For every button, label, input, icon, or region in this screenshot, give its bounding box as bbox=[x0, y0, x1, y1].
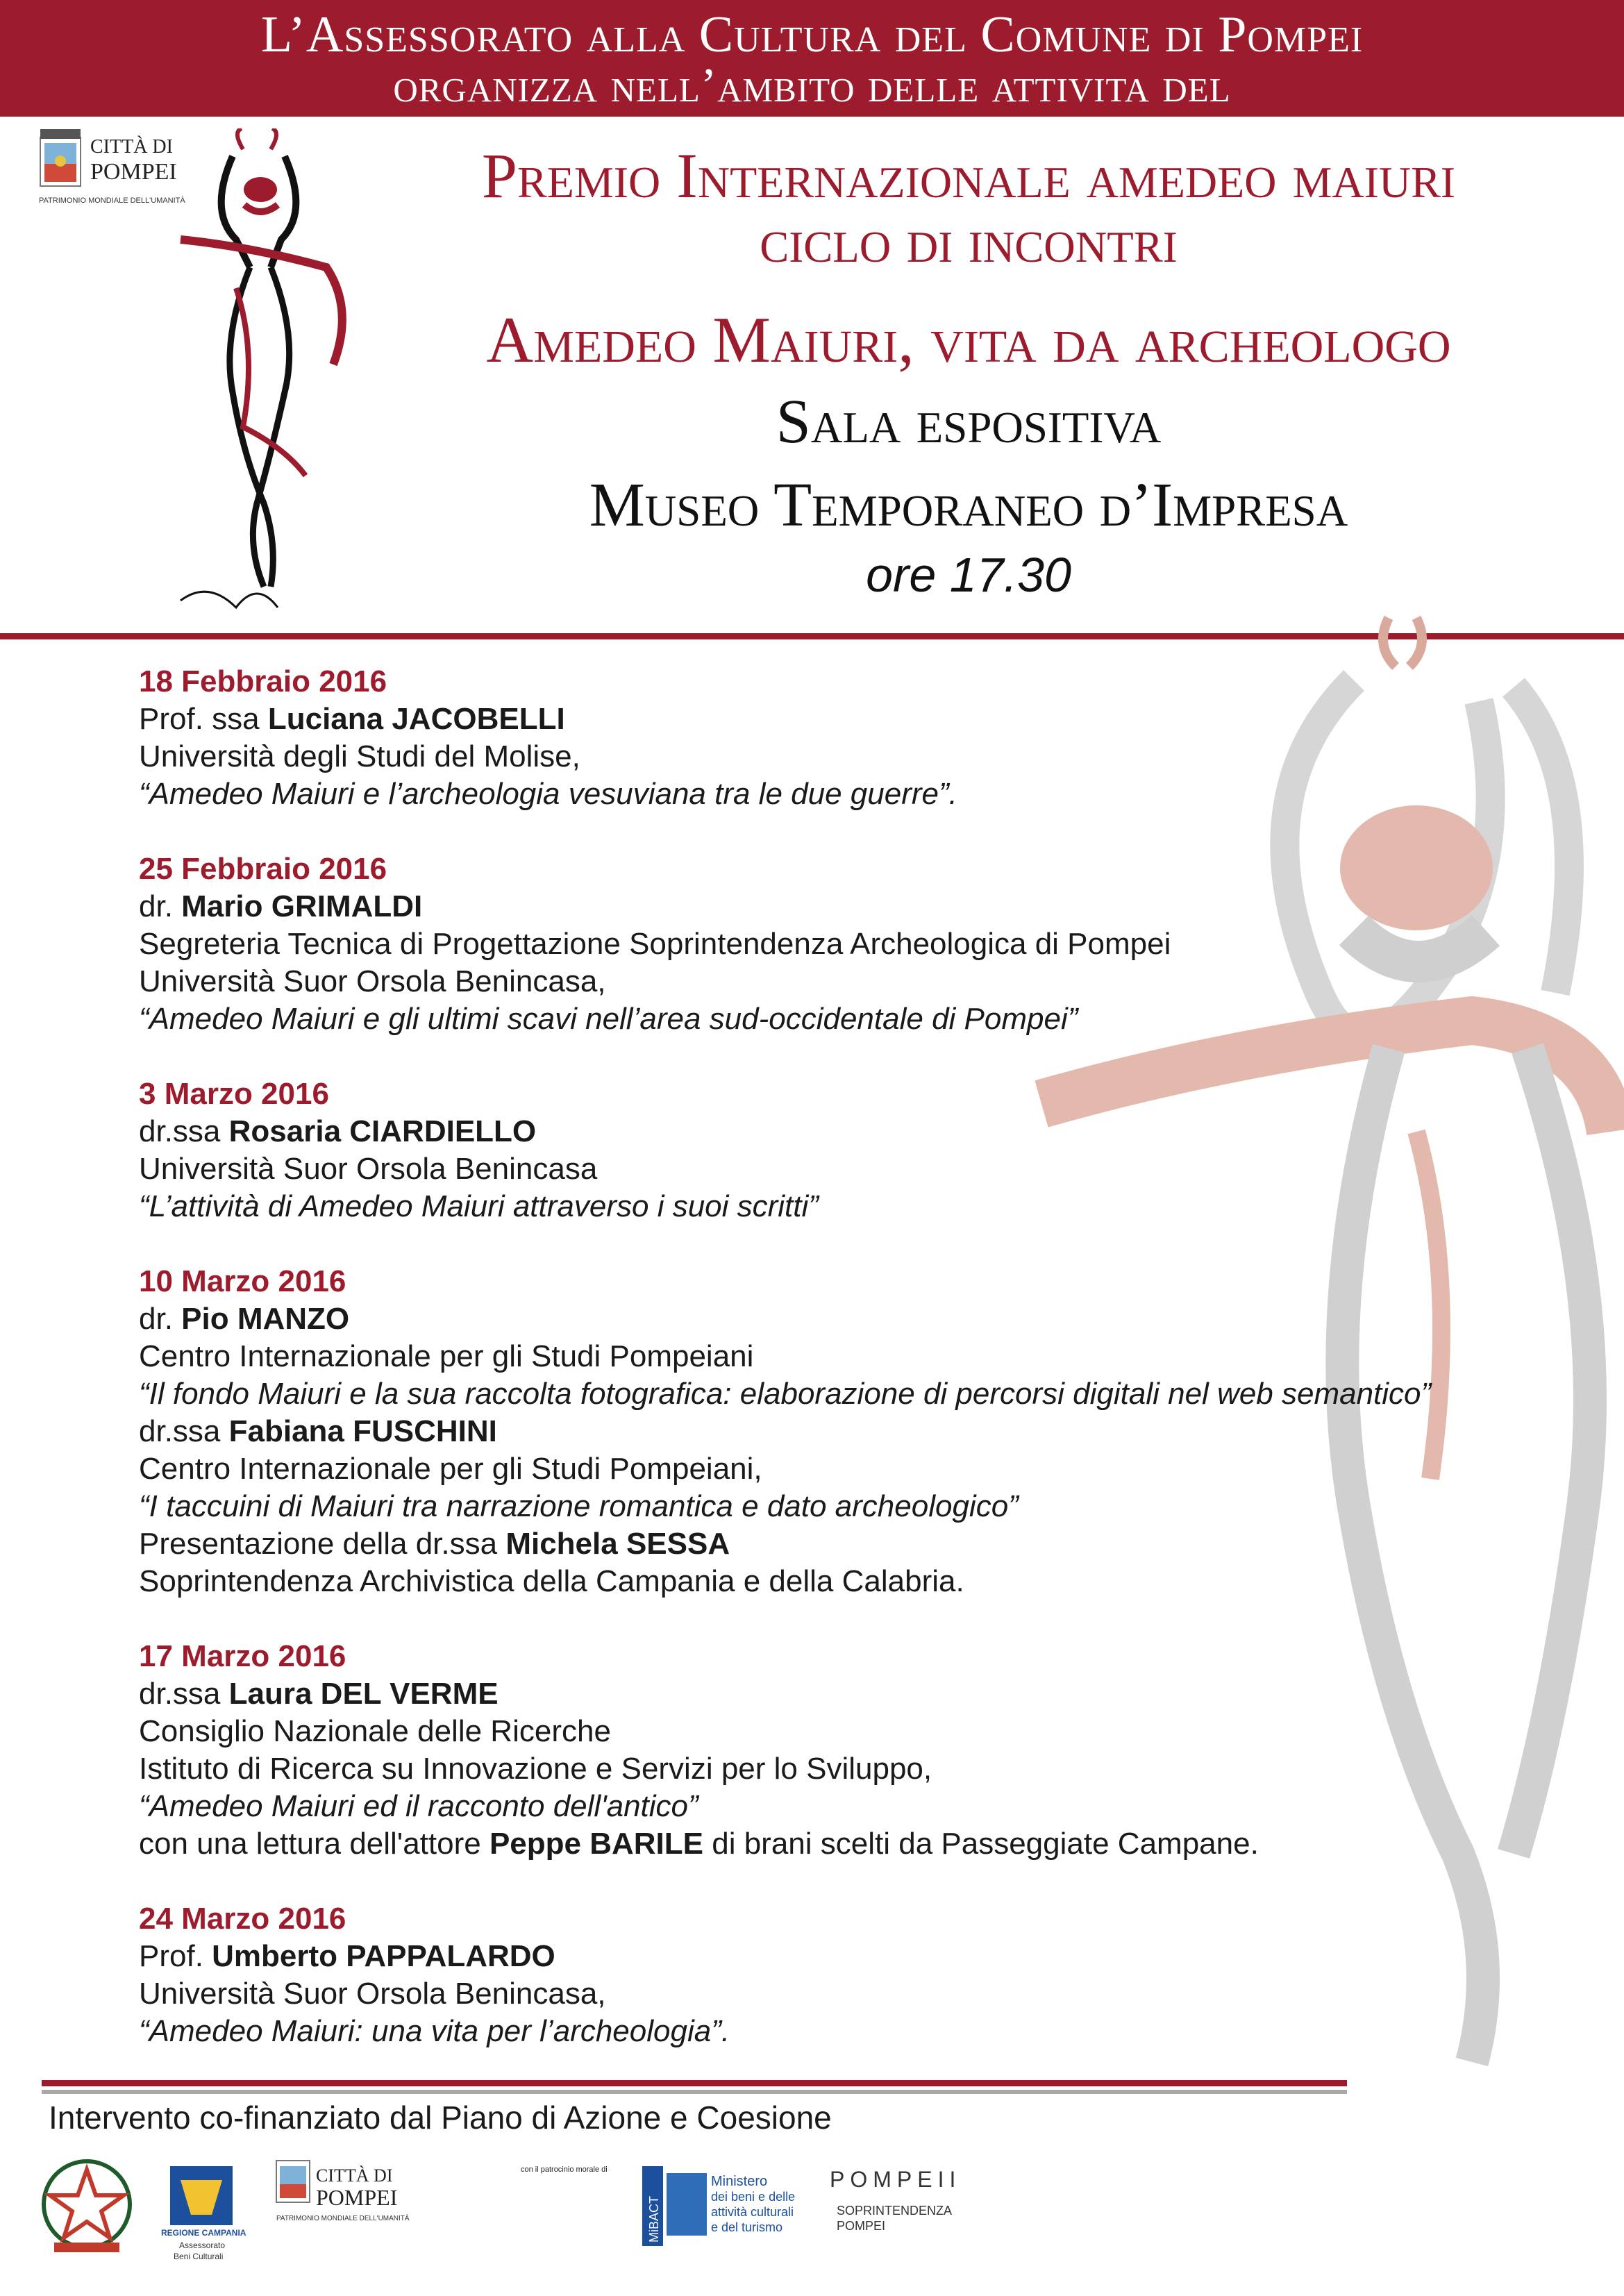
event-speaker bbox=[139, 888, 1493, 925]
ministero-line-4: e del turismo bbox=[711, 2220, 783, 2234]
theme-title: Amedeo Maiuri, vita da archeologo bbox=[486, 304, 1451, 376]
italian-republic-emblem-icon bbox=[44, 2161, 130, 2252]
event-item bbox=[139, 1638, 1493, 1863]
event-speaker bbox=[139, 1300, 1493, 1338]
event-talk-title: “Amedeo Maiuri e gli ultimi scavi nell’area sud-occidentale di Pompei” bbox=[139, 1002, 1078, 1036]
event-affiliation-2: Istituto di Ricerca su Innovazione e Servizi per lo Sviluppo, bbox=[139, 1752, 932, 1786]
event-time: ore 17.30 bbox=[866, 548, 1071, 602]
footer-city-name-top: CITTÀ DI bbox=[316, 2165, 393, 2186]
logo-city-subtitle: PATRIMONIO MONDIALE DELL'UMANITÀ bbox=[39, 196, 185, 205]
event-presentation bbox=[139, 1525, 1493, 1563]
logo-city-name-bottom: POMPEI bbox=[90, 159, 177, 185]
event-talk-title: “Il fondo Maiuri e la sua raccolta fotografica: elaborazione di percorsi digitali nel web semantico” bbox=[139, 1377, 1432, 1411]
events-list bbox=[139, 663, 1493, 2088]
reading-prefix: con una lettura dell'attore bbox=[139, 1827, 489, 1861]
ministero-line-1: Ministero bbox=[711, 2174, 768, 2189]
logo-city-name-top: CITTÀ DI bbox=[90, 136, 173, 158]
event-affiliation: Università Suor Orsola Benincasa, bbox=[139, 1977, 606, 2011]
regione-campania-logo bbox=[161, 2166, 246, 2261]
event-talk-title: “Amedeo Maiuri ed il racconto dell'antico” bbox=[139, 1789, 698, 1823]
event-talk-title: “Amedeo Maiuri e l’archeologia vesuviana tra le due guerre”. bbox=[139, 777, 957, 811]
speaker-name: Rosaria CIARDIELLO bbox=[228, 1114, 537, 1148]
speaker-name: Luciana JACOBELLI bbox=[267, 702, 565, 736]
event-item bbox=[139, 1263, 1493, 1600]
header-line-2: organizza nell’ambito delle attivita del bbox=[393, 59, 1231, 112]
event-speaker bbox=[139, 1675, 1493, 1713]
event-speaker-2 bbox=[139, 1413, 1493, 1450]
venue-museum: Museo Temporaneo d’Impresa bbox=[589, 471, 1348, 539]
header-banner bbox=[0, 0, 1624, 117]
speaker-prefix: dr.ssa bbox=[139, 1414, 229, 1448]
reading-suffix: di brani scelti da Passeggiate Campane. bbox=[703, 1827, 1259, 1861]
speaker-prefix: dr. bbox=[139, 889, 182, 923]
footer-logos bbox=[0, 2138, 1624, 2291]
city-pompei-footer-logo bbox=[276, 2161, 410, 2222]
cycle-title: ciclo di incontri bbox=[760, 207, 1178, 276]
event-affiliation: Segreteria Tecnica di Progettazione Soprintendenza Archeologica di Pompei bbox=[139, 927, 1171, 961]
event-presentation-affiliation: Soprintendenza Archivistica della Campania e della Calabria. bbox=[139, 1564, 964, 1598]
event-item bbox=[139, 1075, 1493, 1225]
event-item bbox=[139, 663, 1493, 813]
soprintendenza-pompei-logo bbox=[830, 2167, 961, 2233]
event-affiliation-2: Centro Internazionale per gli Studi Pompeiani, bbox=[139, 1452, 762, 1486]
event-affiliation: Centro Internazionale per gli Studi Pompeiani bbox=[139, 1339, 754, 1373]
soprintendenza-city-label: POMPEI bbox=[837, 2219, 886, 2233]
event-speaker bbox=[139, 701, 1493, 738]
mibact-label: MiBACT bbox=[647, 2196, 661, 2243]
event-date: 25 Febbraio 2016 bbox=[139, 852, 387, 886]
event-date: 24 Marzo 2016 bbox=[139, 1902, 346, 1936]
speaker-prefix: dr.ssa bbox=[139, 1114, 229, 1148]
event-date: 3 Marzo 2016 bbox=[139, 1077, 329, 1111]
event-reading bbox=[139, 1825, 1493, 1863]
speaker-prefix: Prof. ssa bbox=[139, 702, 268, 736]
event-affiliation-2: Università Suor Orsola Benincasa, bbox=[139, 964, 606, 998]
event-affiliation: Università Suor Orsola Benincasa bbox=[139, 1152, 598, 1186]
mibact-logo bbox=[642, 2166, 795, 2246]
ministero-line-3: attività culturali bbox=[711, 2205, 794, 2219]
bottom-divider-grey bbox=[42, 2090, 1347, 2094]
prize-title: Premio Internazionale amedeo maiuri bbox=[481, 140, 1456, 211]
presentation-prefix: Presentazione della dr.ssa bbox=[139, 1527, 506, 1561]
regione-label: REGIONE CAMPANIA bbox=[161, 2228, 246, 2238]
bottom-divider bbox=[42, 2080, 1347, 2086]
speaker-name: Laura DEL VERME bbox=[228, 1677, 499, 1711]
presenter-name: Michela SESSA bbox=[505, 1527, 730, 1561]
event-speaker bbox=[139, 1113, 1493, 1150]
event-talk-title-2: “I taccuini di Maiuri tra narrazione romantica e dato archeologico” bbox=[139, 1489, 1019, 1523]
funding-note: Intervento co-finanziato dal Piano di Azione e Coesione bbox=[49, 2100, 832, 2136]
event-affiliation: Consiglio Nazionale delle Ricerche bbox=[139, 1714, 611, 1748]
event-speaker bbox=[139, 1938, 1493, 1975]
pompeii-label: POMPEII bbox=[830, 2167, 962, 2192]
reader-name: Peppe BARILE bbox=[489, 1827, 703, 1861]
speaker-prefix: Prof. bbox=[139, 1939, 212, 1973]
venue-hall: Sala espositiva bbox=[776, 387, 1162, 456]
speaker-name: Fabiana FUSCHINI bbox=[228, 1414, 497, 1448]
footer-city-subtitle: PATRIMONIO MONDIALE DELL'UMANITÀ bbox=[276, 2215, 410, 2222]
speaker-name: Umberto PAPPALARDO bbox=[212, 1939, 555, 1973]
event-item bbox=[139, 850, 1493, 1038]
event-talk-title: “Amedeo Maiuri: una vita per l’archeologia”. bbox=[139, 2014, 730, 2048]
speaker-name: Mario GRIMALDI bbox=[181, 889, 423, 923]
event-date: 18 Febbraio 2016 bbox=[139, 664, 387, 698]
speaker-prefix: dr. bbox=[139, 1302, 182, 1336]
assessorato-label: Assessorato bbox=[179, 2240, 226, 2250]
event-item bbox=[139, 1900, 1493, 2050]
speaker-name: Pio MANZO bbox=[181, 1302, 350, 1336]
speaker-prefix: dr.ssa bbox=[139, 1677, 229, 1711]
event-date: 17 Marzo 2016 bbox=[139, 1639, 346, 1673]
header-line-1: L’Assessorato alla Cultura del Comune di Pompei bbox=[260, 6, 1364, 63]
ministero-line-2: dei beni e delle bbox=[711, 2190, 796, 2204]
event-affiliation: Università degli Studi del Molise, bbox=[139, 739, 580, 773]
footer-city-name-bottom: POMPEI bbox=[316, 2185, 398, 2210]
soprintendenza-label: SOPRINTENDENZA bbox=[837, 2204, 953, 2218]
event-date: 10 Marzo 2016 bbox=[139, 1264, 346, 1298]
patrocinio-label: con il patrocinio morale di bbox=[521, 2165, 608, 2174]
event-talk-title: “L’attività di Amedeo Maiuri attraverso i suoi scritti” bbox=[139, 1189, 819, 1223]
beni-culturali-label: Beni Culturali bbox=[174, 2252, 224, 2261]
